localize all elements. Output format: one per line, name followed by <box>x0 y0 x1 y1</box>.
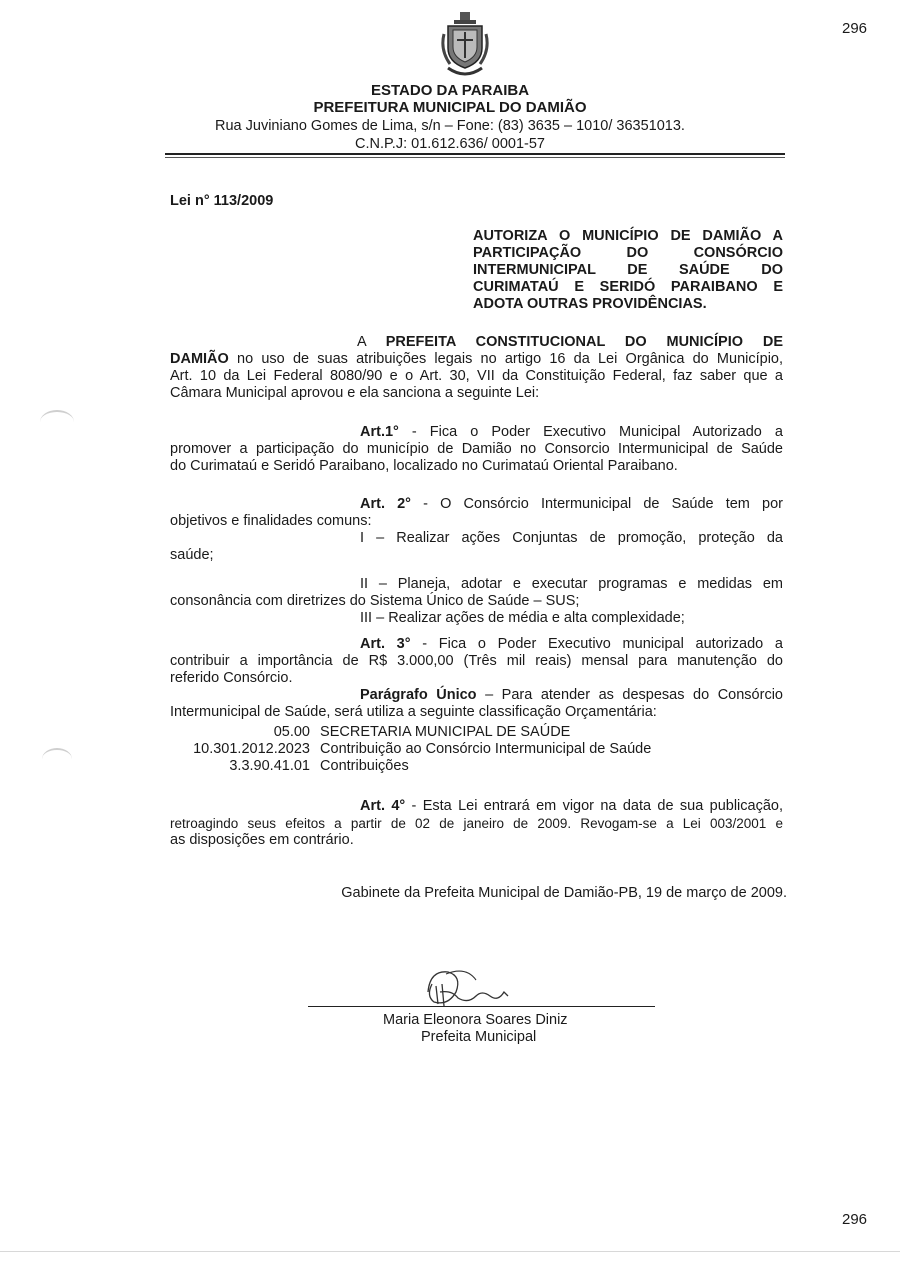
article-1: Art.1° - Fica o Poder Executivo Municipal Autorizado a promover a participação do município de Damião no Consorcio Intermunicipal de Saúde do Curimataú e Seridó Paraibano, localizado no Curimataú Oriental Paraibano. <box>170 424 783 474</box>
article-4: Art. 4° - Esta Lei entrará em vigor na data de sua publicação, retroagindo seus efeitos a partir de 02 de janeiro de 2009. Revogam-se a Lei 003/2001 e as disposições em contrário. <box>170 798 783 848</box>
budget-code: 3.3.90.41.01 <box>229 758 310 774</box>
article-label: Art. 4° <box>360 798 406 814</box>
budget-description: Contribuição ao Consórcio Intermunicipal de Saúde <box>320 741 652 757</box>
preamble: A PREFEITA CONSTITUCIONAL DO MUNICÍPIO DE DAMIÃO no uso de suas atribuições legais no artigo 16 da Lei Orgânica do Município, Art. 10 da Lei Federal 8080/90 e o Art. 30, VII da Constituição Federal, faz saber que a Câmara Municipal aprovou e ela sanciona a seguinte Lei: <box>170 334 784 401</box>
article-label: Art.1° <box>360 424 399 440</box>
article-2: Art. 2° - O Consórcio Intermunicipal de Saúde tem por objetivos e finalidades comuns: I – Realizar ações Conjuntas de promoção, proteção da saúde; II – Planeja, adotar e executar programas e medidas em consonância com diretrizes do Sistema Único de Saúde – SUS; III – Realizar ações de média e alta complexidade; <box>170 496 783 626</box>
ementa-line: ADOTA OUTRAS PROVIDÊNCIAS. <box>473 296 707 312</box>
header-rule <box>165 153 785 155</box>
ementa-line: CURIMATAÚ E SERIDÓ PARAIBANO E <box>473 279 783 295</box>
scan-smudge <box>42 748 72 770</box>
signature-line <box>308 1006 655 1007</box>
paragrafo-unico: Parágrafo Único – Para atender as despesas do Consórcio <box>360 687 783 703</box>
article-2-item-2: II – Planeja, adotar e executar programas e medidas em <box>360 576 783 592</box>
law-number: Lei n° 113/2009 <box>170 193 274 209</box>
budget-code: 10.301.2012.2023 <box>193 741 310 757</box>
paragraph-label: Parágrafo Único <box>360 687 477 703</box>
header-state: ESTADO DA PARAIBA <box>370 82 530 99</box>
budget-code: 05.00 <box>273 724 310 740</box>
header-address: Rua Juviniano Gomes de Lima, s/n – Fone: (83) 3635 – 1010/ 36351013. <box>215 118 685 134</box>
budget-line <box>170 724 783 741</box>
header-rule-thin <box>165 157 785 158</box>
page-number-top: 296 <box>842 20 868 37</box>
budget-line <box>170 741 783 758</box>
article-2-item-1: I – Realizar ações Conjuntas de promoção, proteção da <box>360 530 783 546</box>
law-ementa <box>473 228 783 313</box>
closing-date: Gabinete da Prefeita Municipal de Damião-PB, 19 de março de 2009. <box>341 885 787 901</box>
signatory-name: Maria Eleonora Soares Diniz <box>383 1012 568 1028</box>
budget-line <box>170 758 783 775</box>
article-label: Art. 2° <box>360 496 411 512</box>
ementa-line: PARTICIPAÇÃO DO CONSÓRCIO <box>473 245 783 261</box>
scan-smudge <box>40 410 74 434</box>
article-3: Art. 3° - Fica o Poder Executivo municipal autorizado a contribuir a importância de R$ 3.000,00 (Três mil reais) mensal para manutenção do referido Consórcio. Parágrafo Único – Para atender as despesas do Consórcio Intermunicipal de Saúde, será utiliza a seguinte classificação Orçamentária: <box>170 636 783 720</box>
budget-classification <box>170 724 783 775</box>
handwritten-signature-icon <box>418 962 518 1012</box>
article-2-item-3: III – Realizar ações de média e alta complexidade; <box>360 610 685 626</box>
scan-edge-line <box>0 1251 900 1252</box>
header-cnpj: C.N.P.J: 01.612.636/ 0001-57 <box>355 136 545 152</box>
preamble-municipality: DAMIÃO <box>170 351 229 367</box>
preamble-authority: PREFEITA CONSTITUCIONAL DO MUNICÍPIO DE <box>385 334 784 350</box>
ementa-line: INTERMUNICIPAL DE SAÚDE DO <box>473 262 783 278</box>
article-label: Art. 3° <box>360 636 411 652</box>
budget-description: Contribuições <box>320 758 409 774</box>
header-prefeitura: PREFEITURA MUNICIPAL DO DAMIÃO <box>313 99 587 116</box>
paraiba-coat-of-arms-icon <box>440 10 490 80</box>
budget-description: SECRETARIA MUNICIPAL DE SAÚDE <box>320 724 571 740</box>
page-number-bottom: 296 <box>842 1211 868 1228</box>
signatory-title: Prefeita Municipal <box>421 1029 537 1045</box>
ementa-line: AUTORIZA O MUNICÍPIO DE DAMIÃO A <box>473 228 783 244</box>
